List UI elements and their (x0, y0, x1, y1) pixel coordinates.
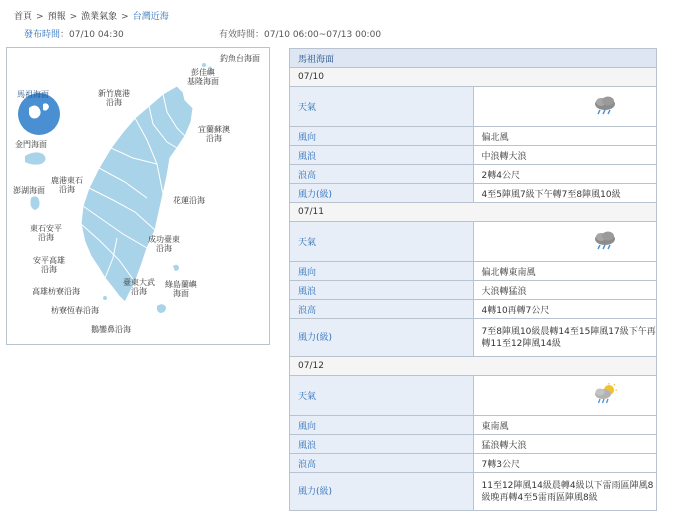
map-label-fangliao[interactable]: 枋寮恆春沿海 (51, 306, 99, 315)
green-island[interactable] (173, 265, 179, 271)
wind-dir-label: 風向 (290, 262, 474, 281)
wind-dir-value: 偏北轉東南風 (473, 262, 657, 281)
valid-time-label: 有效時間 (219, 30, 256, 40)
forecast-date: 07/12 (290, 357, 657, 376)
breadcrumb-forecast[interactable]: 預報 (47, 12, 66, 22)
wave-label: 風浪 (290, 281, 474, 300)
map-label-hualien[interactable]: 花蓮沿海 (173, 196, 205, 205)
weather-cell (473, 222, 657, 262)
breadcrumb-home[interactable]: 首頁 (14, 12, 33, 22)
rain-cloud-icon (592, 230, 618, 253)
wind-force-value: 4至5陣風7級下午轉7至8陣風10級 (473, 184, 657, 203)
map-label-chenggong[interactable]: 成功臺東 沿海 (148, 235, 180, 253)
forecast-date: 07/10 (290, 68, 657, 87)
breadcrumb-separator: > (121, 12, 129, 22)
wind-dir-label: 風向 (290, 416, 474, 435)
wave-height-label: 浪高 (290, 300, 474, 319)
map-label-eluanbi[interactable]: 鵝鑾鼻沿海 (91, 325, 131, 334)
wind-force-label: 風力(級) (290, 184, 474, 203)
wave-height-value: 4轉10再轉7公尺 (473, 300, 657, 319)
breadcrumb-current[interactable]: 台灣近海 (132, 12, 169, 22)
wind-dir-value: 偏北風 (473, 127, 657, 146)
wave-label: 風浪 (290, 435, 474, 454)
publish-time-label: 發布時間 (24, 30, 61, 40)
valid-time: 有效時間：07/10 06:00~07/13 00:00 (219, 30, 382, 40)
wave-height-value: 2轉4公尺 (473, 165, 657, 184)
map-label-matsu[interactable]: 馬祖海面 (17, 90, 49, 99)
publish-time: 發布時間：07/10 04:30 (24, 30, 124, 40)
map-label-kaoping[interactable]: 高雄枋寮沿海 (32, 287, 80, 296)
wind-force-label: 風力(級) (290, 319, 474, 357)
map-label-anping[interactable]: 安平高雄 沿海 (33, 256, 65, 274)
forecast-date: 07/11 (290, 203, 657, 222)
map-label-diaoyu[interactable]: 釣魚台海面 (220, 54, 260, 63)
kinmen-island[interactable] (25, 152, 46, 164)
map-label-dongshi[interactable]: 東石安平 沿海 (30, 224, 62, 242)
forecast-region-title: 馬祖海面 (290, 49, 657, 68)
wave-value: 中浪轉大浪 (473, 146, 657, 165)
breadcrumb-separator: > (36, 12, 44, 22)
map-label-lukang[interactable]: 鹿港東石 沿海 (51, 176, 83, 194)
taiwan-sea-map (6, 47, 270, 345)
map-label-pengjia[interactable]: 彭佳嶼 基隆海面 (187, 68, 219, 86)
lanyu-island[interactable] (157, 304, 166, 313)
weather-label: 天氣 (290, 87, 474, 127)
weather-label: 天氣 (290, 376, 474, 416)
map-label-penghu[interactable]: 澎湖海面 (13, 186, 45, 195)
sun-shower-icon (592, 383, 618, 408)
weather-cell (473, 87, 657, 127)
valid-time-value: 07/10 06:00~07/13 00:00 (264, 30, 382, 40)
map-label-yilan[interactable]: 宜蘭蘇澳 沿海 (198, 125, 230, 143)
breadcrumb-separator: > (69, 12, 78, 22)
penghu-island[interactable] (31, 196, 40, 210)
wave-height-label: 浪高 (290, 454, 474, 473)
forecast-table (289, 48, 657, 511)
rain-cloud-icon (592, 95, 618, 118)
map-label-taitung[interactable]: 臺東大武 沿海 (123, 278, 155, 296)
wind-force-value: 7至8陣風10級晨轉14至15陣風17級下午再轉11至12陣風14級 (473, 319, 657, 357)
wind-dir-value: 東南風 (473, 416, 657, 435)
map-label-hsinchu[interactable]: 新竹鹿港 沿海 (98, 89, 130, 107)
map-label-greenisland[interactable]: 綠島蘭嶼 海面 (165, 280, 197, 298)
weather-label: 天氣 (290, 222, 474, 262)
wave-height-label: 浪高 (290, 165, 474, 184)
wind-force-label: 風力(級) (290, 473, 474, 511)
breadcrumb (14, 9, 169, 22)
publish-time-value: 07/10 04:30 (69, 30, 124, 40)
wave-label: 風浪 (290, 146, 474, 165)
wind-force-value: 11至12陣風14級晨轉4級以下雷雨區陣風8級晚再轉4至5雷雨區陣風8級 (473, 473, 657, 511)
breadcrumb-fishery[interactable]: 漁業氣象 (81, 12, 118, 22)
wave-value: 大浪轉猛浪 (473, 281, 657, 300)
wave-value: 猛浪轉大浪 (473, 435, 657, 454)
weather-cell (473, 376, 657, 416)
wave-height-value: 7轉3公尺 (473, 454, 657, 473)
map-label-kinmen[interactable]: 金門海面 (15, 140, 47, 149)
wind-dir-label: 風向 (290, 127, 474, 146)
